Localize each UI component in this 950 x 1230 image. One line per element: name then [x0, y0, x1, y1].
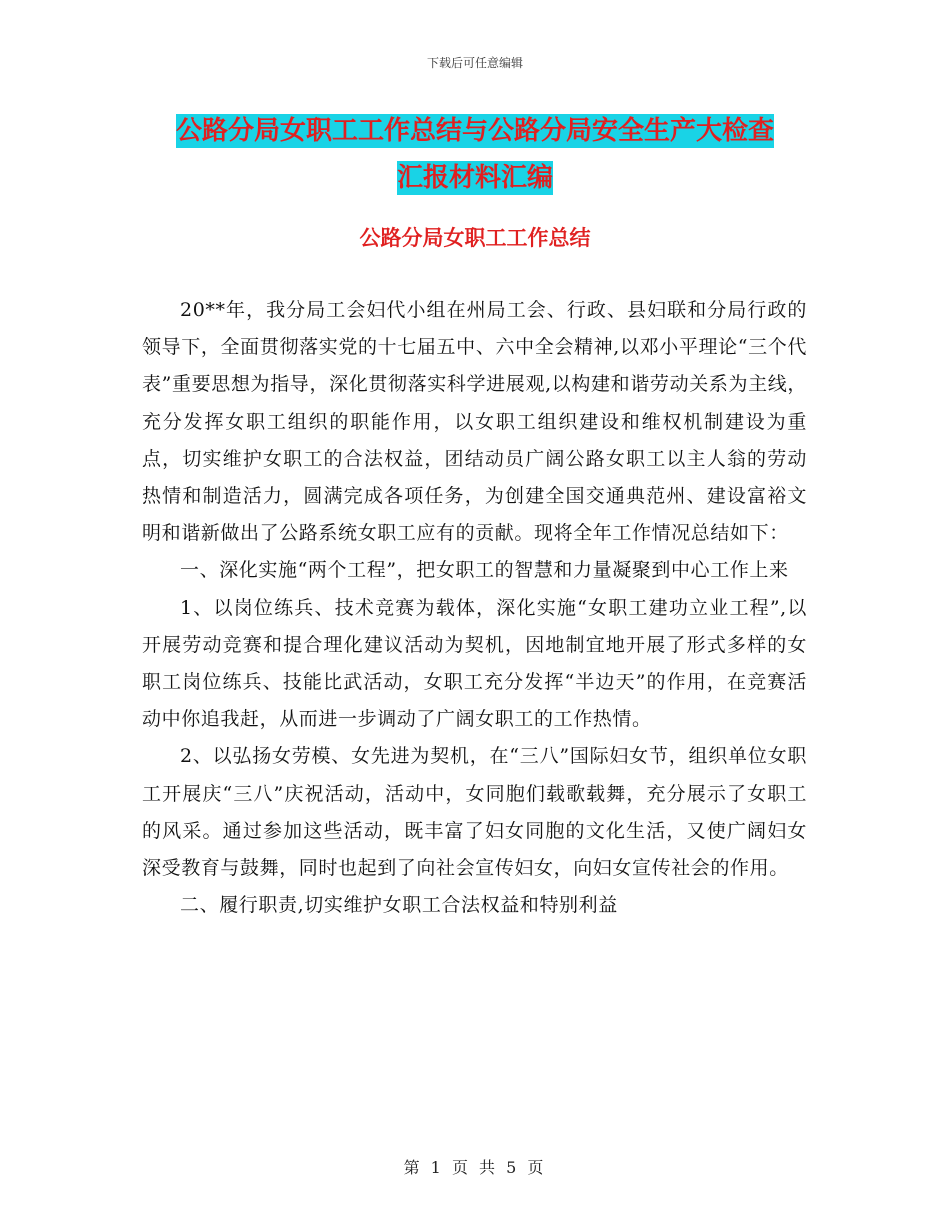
document-title-line-2: 汇报材料汇编 [396, 163, 553, 193]
paragraph-heading-2: 二、履行职责,切实维护女职工合法权益和特别利益 [180, 894, 618, 917]
body-text [142, 292, 807, 924]
document-title [0, 108, 950, 202]
header-note: 下载后可任意编辑 [426, 56, 523, 70]
paragraph-item-1: 1、以岗位练兵、技术竞赛为载体，深化实施“女职工建功立业工程”,以开展劳动竞赛和提合理化建议活动为契机，因地制宜地开展了形式多样的女职工岗位练兵、技能比武活动，女职工充分发挥“半边天”的作用，在竞赛活动中你追我赶，从而进一步调动了广阔女职工的工作热情。 [142, 596, 807, 731]
paragraph-item-2: 2、以弘扬女劳模、女先进为契机，在“三八”国际妇女节，组织单位女职工开展庆“三八”庆祝活动，活动中，女同胞们载歌载舞，充分展示了女职工的风采。通过参加这些活动，既丰富了妇女同胞的文化生活，又使广阔妇女深受教育与鼓舞，同时也起到了向社会宣传妇女，向妇女宣传社会的作用。 [142, 745, 807, 880]
document-title-line-1: 公路分局女职工工作总结与公路分局安全生产大检查 [175, 116, 774, 146]
paragraph-heading-1: 一、深化实施“两个工程”，把女职工的智慧和力量凝聚到中心工作上来 [180, 559, 789, 582]
section-title: 公路分局女职工工作总结 [359, 226, 591, 250]
page-number-footer: 第 1 页 共 5 页 [403, 1158, 547, 1177]
paragraph-intro: 20**年，我分局工会妇代小组在州局工会、行政、县妇联和分局行政的领导下，全面贯彻落实党的十七届五中、六中全会精神,以邓小平理论“三个代表”重要思想为指导，深化贯彻落实科学进展观,以构建和谐劳动关系为主线，充分发挥女职工组织的职能作用，以女职工组织建设和维权机制建设为重点，切实维护女职工的合法权益，团结动员广阔公路女职工以主人翁的劳动热情和制造活力，圆满完成各项任务，为创建全国交通典范州、建设富裕文明和谐新做出了公路系统女职工应有的贡献。现将全年工作情况总结如下： [142, 299, 807, 545]
